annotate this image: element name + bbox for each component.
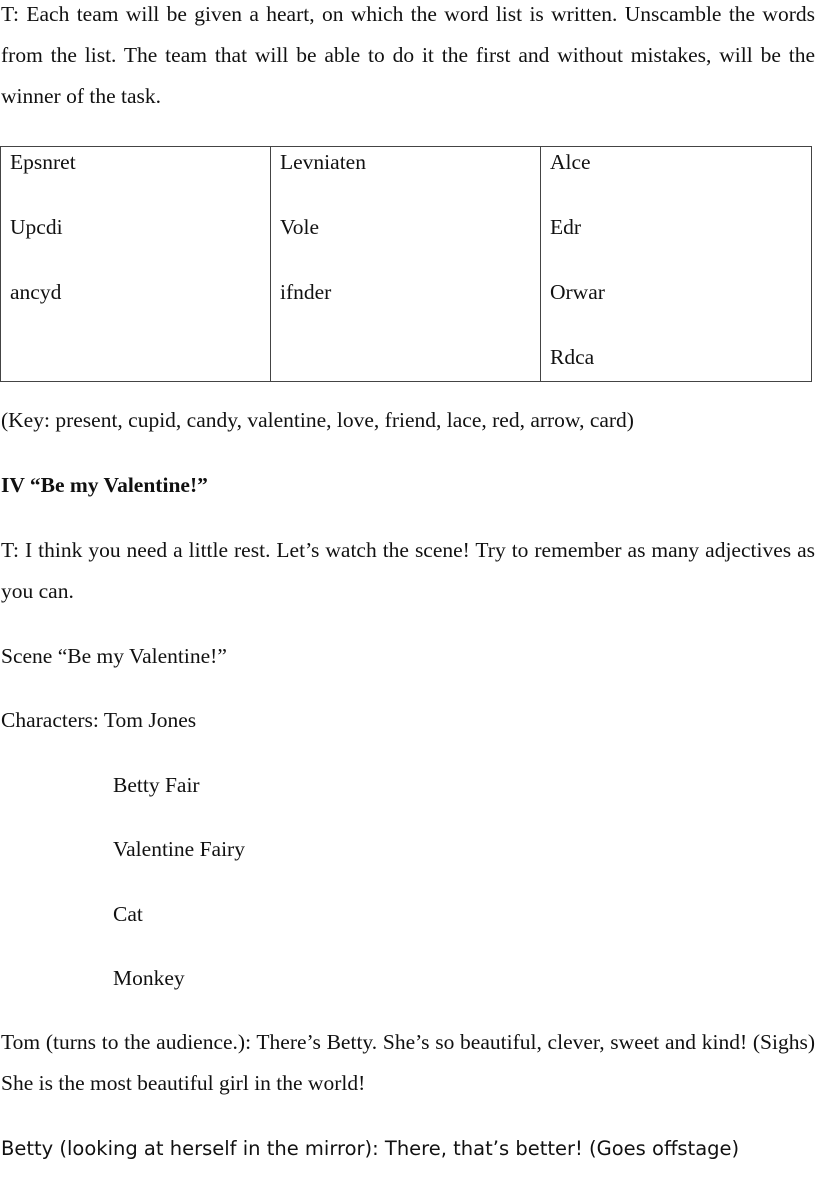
character-name: Monkey xyxy=(113,966,185,990)
character-name: Betty Fair xyxy=(113,773,200,797)
word-column-3 xyxy=(541,147,812,382)
scrambled-word: ifnder xyxy=(280,280,332,304)
section-heading: IV “Be my Valentine!” xyxy=(1,473,208,497)
scrambled-word: Epsnret xyxy=(10,150,76,174)
word-column-2 xyxy=(271,147,541,382)
scrambled-word: Orwar xyxy=(550,280,605,304)
word-column-1 xyxy=(1,147,271,382)
betty-line: Betty (looking at herself in the mirror): There, that’s better! (Goes offstage) xyxy=(1,1137,740,1160)
scrambled-word: Edr xyxy=(550,215,582,239)
scrambled-word: Alce xyxy=(550,150,591,174)
rest-paragraph: T: I think you need a little rest. Let’s watch the scene! Try to remember as many adjectives as you can. xyxy=(1,538,815,603)
tom-line: Tom (turns to the audience.): There’s Betty. She’s so beautiful, clever, sweet and kind! (Sighs) She is the most beautiful girl in the world! xyxy=(1,1030,815,1095)
scrambled-word: Rdca xyxy=(550,345,595,369)
word-table xyxy=(0,146,812,382)
characters-label: Characters: Tom Jones xyxy=(1,708,197,732)
character-name: Valentine Fairy xyxy=(113,837,245,861)
scrambled-word: ancyd xyxy=(10,280,62,304)
scene-title: Scene “Be my Valentine!” xyxy=(1,644,227,668)
character-name: Cat xyxy=(113,902,143,926)
scrambled-word: Vole xyxy=(280,215,320,239)
intro-paragraph: T: Each team will be given a heart, on which the word list is written. Unscamble the words from the list. The team that will be able to do it the first and without mistakes, will be the winner of the task. xyxy=(1,2,815,108)
scrambled-word: Upcdi xyxy=(10,215,63,239)
answer-key: (Key: present, cupid, candy, valentine, love, friend, lace, red, arrow, card) xyxy=(1,408,634,432)
scrambled-word: Levniaten xyxy=(280,150,366,174)
